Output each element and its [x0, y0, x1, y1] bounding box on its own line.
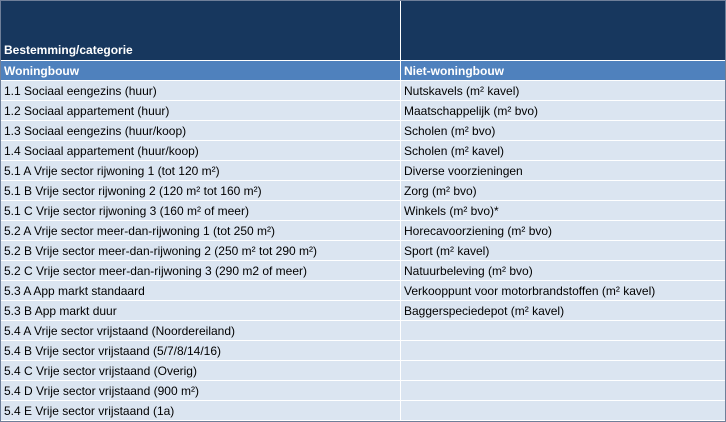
- table-row: [1, 141, 725, 161]
- header-row: [1, 61, 725, 81]
- title-row: [1, 1, 725, 61]
- niet-woningbouw-cell: Winkels (m² bvo)*: [404, 203, 499, 218]
- woningbouw-cell: 5.1 B Vrije sector rijwoning 2 (120 m² tot 160 m²): [1, 181, 401, 200]
- column-header-woningbouw: Woningbouw: [1, 61, 401, 80]
- column-header-niet-woningbouw: Niet-woningbouw: [404, 63, 504, 78]
- woningbouw-cell: 5.2 B Vrije sector meer-dan-rijwoning 2 (250 m² tot 290 m²): [1, 241, 401, 260]
- woningbouw-cell: 5.2 C Vrije sector meer-dan-rijwoning 3 (290 m2 of meer): [1, 261, 401, 280]
- niet-woningbouw-cell: [401, 341, 725, 360]
- woningbouw-cell: 5.1 C Vrije sector rijwoning 3 (160 m² of meer): [1, 201, 401, 220]
- table-row: [1, 401, 725, 421]
- woningbouw-cell: 5.3 A App markt standaard: [1, 281, 401, 300]
- woningbouw-cell: 5.1 A Vrije sector rijwoning 1 (tot 120 m²): [1, 161, 401, 180]
- table-row: [1, 281, 725, 301]
- table-row: [1, 341, 725, 361]
- niet-woningbouw-cell: Baggerspeciedepot (m² kavel): [404, 303, 565, 318]
- niet-woningbouw-cell: Zorg (m² bvo): [404, 183, 477, 198]
- table-row: [1, 181, 725, 201]
- niet-woningbouw-cell: Diverse voorzieningen: [404, 163, 523, 178]
- table-row: [1, 221, 725, 241]
- woningbouw-cell: 5.2 A Vrije sector meer-dan-rijwoning 1 (tot 250 m²): [1, 221, 401, 240]
- woningbouw-cell: 5.3 B App markt duur: [1, 301, 401, 320]
- niet-woningbouw-cell: [401, 361, 725, 380]
- table-row: [1, 381, 725, 401]
- table-row: [1, 261, 725, 281]
- niet-woningbouw-cell: [401, 381, 725, 400]
- title-blank-cell: [401, 1, 725, 60]
- niet-woningbouw-cell: Scholen (m² kavel): [404, 143, 505, 158]
- table-row: [1, 81, 725, 101]
- woningbouw-cell: 1.1 Sociaal eengezins (huur): [1, 81, 401, 100]
- niet-woningbouw-cell: Scholen (m² bvo): [404, 123, 496, 138]
- table-body: [1, 81, 725, 421]
- table-row: [1, 201, 725, 221]
- woningbouw-cell: 5.4 A Vrije sector vrijstaand (Noordereiland): [1, 321, 401, 340]
- woningbouw-cell: 5.4 E Vrije sector vrijstaand (1a): [1, 401, 401, 420]
- table-row: [1, 121, 725, 141]
- niet-woningbouw-cell: Maatschappelijk (m² bvo): [404, 103, 539, 118]
- niet-woningbouw-cell: Nutskavels (m² kavel): [404, 83, 520, 98]
- woningbouw-cell: 5.4 C Vrije sector vrijstaand (Overig): [1, 361, 401, 380]
- table-row: [1, 321, 725, 341]
- niet-woningbouw-cell: Natuurbeleving (m² bvo): [404, 263, 533, 278]
- niet-woningbouw-cell: Sport (m² kavel): [404, 243, 490, 258]
- niet-woningbouw-cell: [401, 321, 725, 340]
- woningbouw-cell: 1.2 Sociaal appartement (huur): [1, 101, 401, 120]
- table-row: [1, 101, 725, 121]
- niet-woningbouw-cell: Horecavoorziening (m² bvo): [404, 223, 553, 238]
- table-title: Bestemming/categorie: [1, 1, 401, 60]
- niet-woningbouw-cell: [401, 401, 725, 420]
- woningbouw-cell: 1.3 Sociaal eengezins (huur/koop): [1, 121, 401, 140]
- table-row: [1, 301, 725, 321]
- woningbouw-cell: 1.4 Sociaal appartement (huur/koop): [1, 141, 401, 160]
- niet-woningbouw-cell: Verkooppunt voor motorbrandstoffen (m² kavel): [404, 283, 656, 298]
- woningbouw-cell: 5.4 B Vrije sector vrijstaand (5/7/8/14/16): [1, 341, 401, 360]
- table-row: [1, 241, 725, 261]
- table-row: [1, 361, 725, 381]
- table-row: [1, 161, 725, 181]
- woningbouw-cell: 5.4 D Vrije sector vrijstaand (900 m²): [1, 381, 401, 400]
